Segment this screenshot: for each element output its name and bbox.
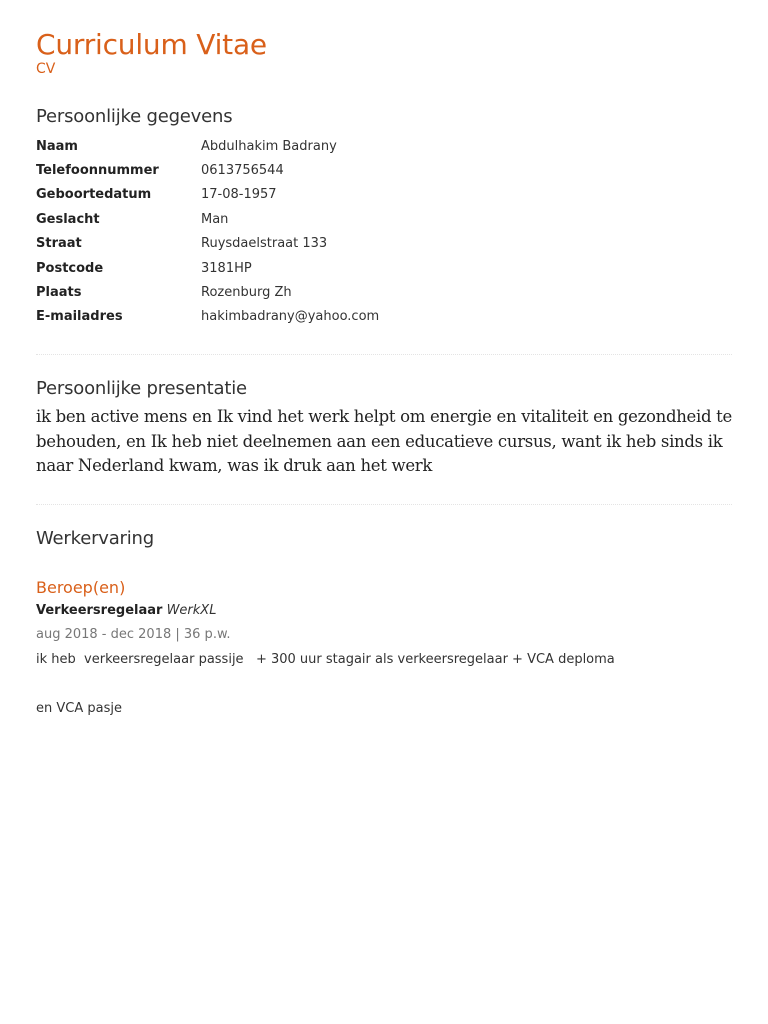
job-title-line (36, 603, 216, 618)
detail-row-email (36, 305, 732, 329)
section-divider (36, 504, 732, 505)
detail-row-city (36, 280, 732, 304)
detail-value: hakimbadrany@yahoo.com (201, 309, 380, 325)
detail-row-birthdate (36, 183, 732, 207)
detail-value: 17-08-1957 (201, 187, 277, 203)
detail-value: Rozenburg Zh (201, 285, 292, 301)
detail-label: Geslacht (36, 211, 100, 227)
job-description-line: ik heb verkeersregelaar passije + 300 uur stagair als verkeersregelaar + VCA deploma (36, 652, 615, 667)
detail-label: Naam (36, 138, 78, 154)
detail-label: Geboortedatum (36, 187, 152, 203)
detail-row-street (36, 232, 732, 256)
personal-details-heading: Persoonlijke gegevens (36, 106, 233, 127)
job-employer: WerkXL (166, 603, 217, 618)
detail-row-phone (36, 158, 732, 182)
detail-row-gender (36, 207, 732, 231)
presentation-text: ik ben active mens en Ik vind het werk helpt om energie en vitaliteit en gezondheid te behouden, en Ik heb niet deelnemen aan een educatieve cursus, want ik heb sinds ik naar Nederland kwam, was ik druk aan het werk (36, 407, 732, 475)
presentation-heading: Persoonlijke presentatie (36, 378, 247, 399)
detail-row-postcode (36, 256, 732, 280)
detail-label: Straat (36, 236, 82, 252)
job-title: Verkeersregelaar (36, 603, 163, 618)
experience-heading: Werkervaring (36, 528, 154, 549)
detail-value: 3181HP (201, 260, 252, 276)
detail-label: Postcode (36, 260, 104, 276)
personal-details-table (36, 134, 732, 329)
detail-label: Telefoonnummer (36, 163, 159, 179)
section-divider (36, 354, 732, 355)
detail-value: Abdulhakim Badrany (201, 138, 337, 154)
job-period: aug 2018 - dec 2018 | 36 p.w. (36, 627, 231, 642)
detail-label: E-mailadres (36, 309, 123, 325)
detail-value: Ruysdaelstraat 133 (201, 236, 328, 252)
detail-label: Plaats (36, 285, 82, 301)
detail-value: Man (201, 211, 229, 227)
document-title: Curriculum Vitae (36, 28, 267, 61)
detail-row-name (36, 134, 732, 158)
document-subtitle: CV (36, 61, 56, 77)
detail-value: 0613756544 (201, 163, 284, 179)
job-description-line: en VCA pasje (36, 701, 122, 716)
occupations-subheading: Beroep(en) (36, 578, 126, 597)
